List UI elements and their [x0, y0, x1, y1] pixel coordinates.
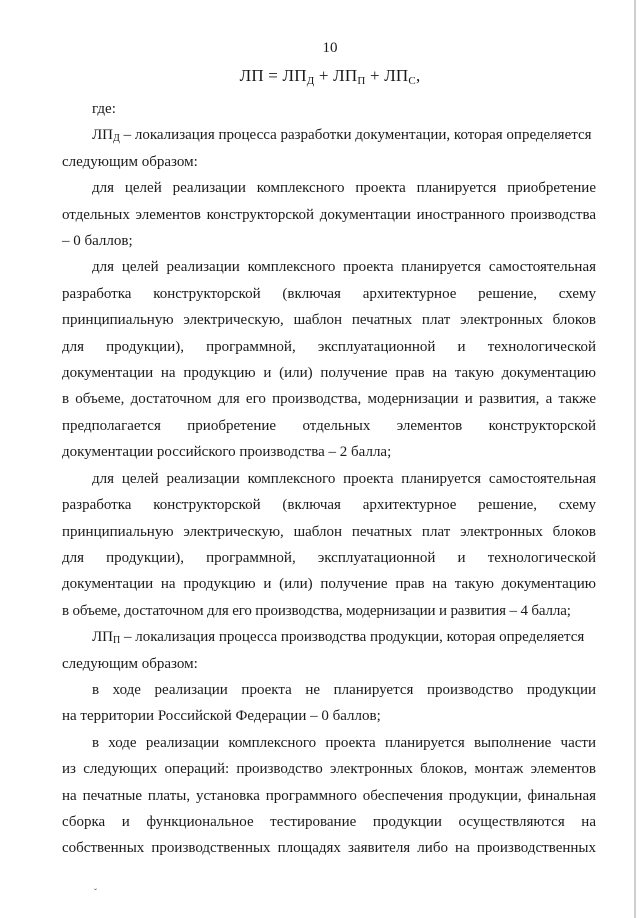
- paragraph-lp-d: [62, 122, 596, 175]
- paragraph-line: для целей реализации комплексного проекта планируется самостоятельная: [92, 470, 596, 487]
- formula: ЛП = $ЛП_Д + ЛП_П + ЛП_С$,: [239, 66, 421, 87]
- paragraph-line: в ходе реализации проекта не планируется производство продукции: [92, 681, 596, 698]
- paragraph-line: [62, 624, 596, 650]
- formula-term-2: ЛП: [333, 66, 358, 85]
- paragraph-line: предполагается приобретение отдельных элементов конструкторской: [62, 417, 596, 434]
- paragraph-lp-p: [62, 624, 596, 677]
- paragraph-line: в объеме, достаточном для его производства, модернизации и развития, а также: [62, 391, 596, 408]
- paragraph-item-4: [62, 677, 596, 730]
- formula-term-3: ЛП: [384, 66, 409, 85]
- paragraph-line: в объеме, достаточном для его производства, модернизации и развития – 4 балла;: [62, 602, 571, 619]
- paragraph-line: из следующих операций: производство электронных блоков, монтаж элементов: [62, 761, 596, 778]
- lp-p-sub: П: [113, 635, 121, 647]
- paragraph-line: на печатные платы, установка программного обеспечения продукции, финальная: [62, 787, 596, 804]
- paragraph-line: на территории Российской Федерации – 0 баллов;: [62, 708, 381, 725]
- paragraph-line: для целей реализации комплексного проекта планируется самостоятельная: [92, 259, 596, 276]
- paragraph-line: для продукции), программной, эксплуатационной и технологической: [62, 549, 596, 566]
- paragraph-line: собственных производственных площадях заявителя либо на производственных: [62, 840, 596, 857]
- paragraph-line: следующим образом:: [62, 153, 198, 170]
- document-body: [62, 96, 596, 862]
- formula-term-3-sub: С: [408, 75, 416, 87]
- formula-lhs: ЛП: [239, 66, 264, 85]
- paragraph-line: документации на продукцию и (или) получение прав на такую документацию: [62, 576, 596, 593]
- lp-d-sub: Д: [113, 133, 120, 145]
- paragraph-line: следующим образом:: [62, 655, 198, 672]
- formula-term-1-sub: Д: [306, 75, 315, 87]
- paragraph-item-1: [62, 175, 596, 254]
- paragraph-line: сборка и функциональное тестирование продукции осуществляются на: [62, 813, 596, 830]
- formula-term-1: ЛП: [282, 66, 307, 85]
- paragraph-line: для продукции), программной, эксплуатационной и технологической: [62, 338, 596, 355]
- lp-d-definition: – локализация процесса разработки документации, которая определяется: [119, 127, 592, 144]
- lp-p-definition: – локализация процесса производства продукции, которая определяется: [120, 629, 585, 646]
- where-label: где:: [92, 101, 116, 117]
- paragraph-line: документации на продукцию и (или) получение прав на такую документацию: [62, 365, 596, 382]
- paragraph-line: принципиальную электрическую, шаблон печатных плат электронных блоков: [62, 523, 596, 540]
- formula-term-2-sub: П: [357, 75, 366, 87]
- paragraph-line: разработка конструкторской (включая архитектурное решение, схему: [62, 497, 596, 514]
- lp-d-symbol: ЛП: [92, 127, 114, 144]
- paragraph-line: принципиальную электрическую, шаблон печатных плат электронных блоков: [62, 312, 596, 329]
- paragraph-line: [62, 122, 596, 148]
- scan-mark: ˇ: [94, 887, 97, 897]
- paragraph-line: в ходе реализации комплексного проекта планируется выполнение части: [92, 734, 596, 751]
- paragraph-line: для целей реализации комплексного проекта планируется приобретение: [92, 180, 596, 197]
- paragraph-item-2: [62, 254, 596, 465]
- formula-tail: ,: [415, 66, 421, 85]
- paragraph-item-3: [62, 466, 596, 624]
- paragraph-line: разработка конструкторской (включая архитектурное решение, схему: [62, 285, 596, 302]
- paragraph-line: документации российского производства – 2 балла;: [62, 444, 392, 461]
- paragraph-item-5: [62, 730, 596, 862]
- paragraph-line: – 0 баллов;: [62, 233, 133, 250]
- paragraph-line: отдельных элементов конструкторской документации иностранного производства: [62, 206, 596, 223]
- lp-p-symbol: ЛП: [92, 629, 114, 646]
- scan-edge: [634, 0, 636, 918]
- page-number: 10: [322, 40, 338, 56]
